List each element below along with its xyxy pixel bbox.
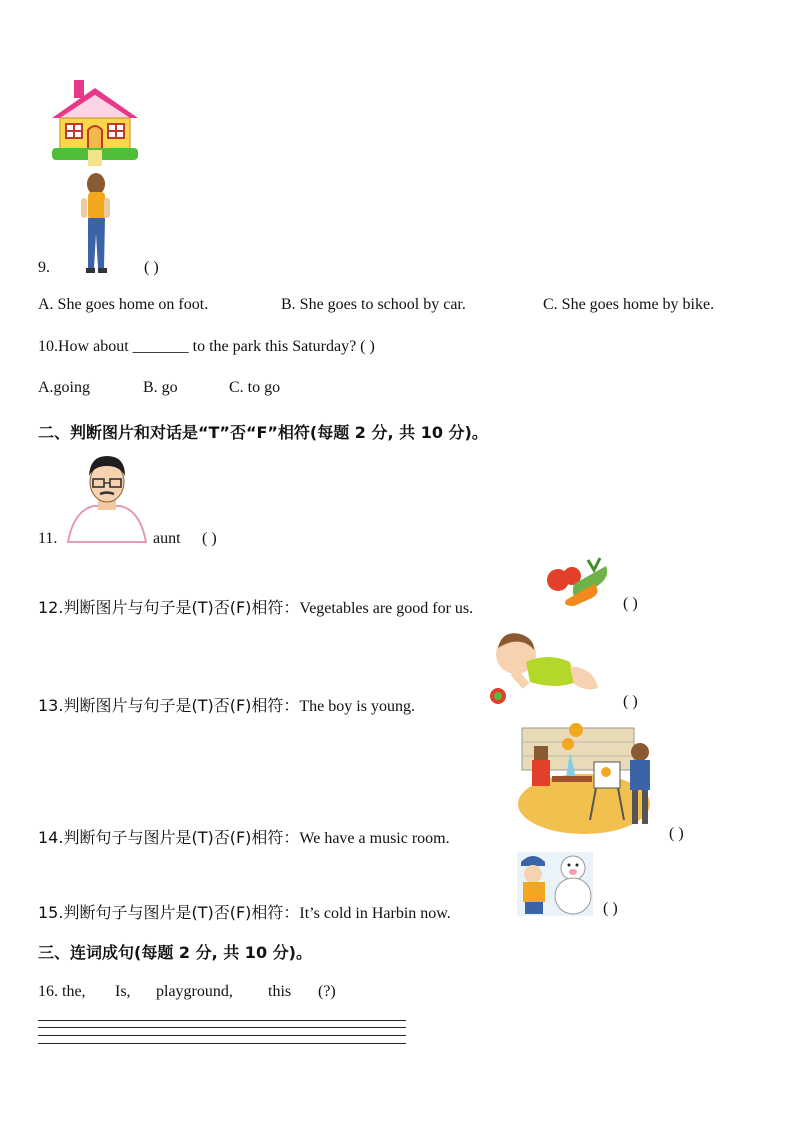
q13-sentence: The boy is young. bbox=[299, 698, 415, 715]
q13-answer-parentheses[interactable]: ( ) bbox=[623, 693, 638, 710]
q16-word-3: playground, bbox=[156, 983, 233, 1000]
q9-number: 9. bbox=[38, 259, 50, 276]
q15-prompt bbox=[38, 900, 451, 923]
q13-prefix: 13.判断图片与句子是(T)否(F)相符： bbox=[38, 696, 300, 715]
q10-option-a: A.going bbox=[38, 379, 90, 396]
answer-writing-line-1[interactable] bbox=[38, 1020, 406, 1021]
crawling-baby-illustration bbox=[486, 628, 606, 708]
q16-word-5: (?) bbox=[318, 983, 336, 1000]
answer-writing-line-4[interactable] bbox=[38, 1043, 406, 1044]
q9-option-b: B. She goes to school by car. bbox=[281, 296, 466, 313]
walking-girl-illustration bbox=[76, 172, 116, 274]
q10-option-c: C. to go bbox=[229, 379, 281, 396]
q16-word-2: Is, bbox=[115, 983, 131, 1000]
house-illustration bbox=[50, 78, 140, 166]
q15-prefix: 15.判断句子与图片是(T)否(F)相符： bbox=[38, 903, 300, 922]
q12-answer-parentheses[interactable]: ( ) bbox=[623, 595, 638, 612]
q14-prefix: 14.判断句子与图片是(T)否(F)相符： bbox=[38, 828, 300, 847]
q12-prompt bbox=[38, 595, 473, 618]
q16-word-4: this bbox=[268, 983, 292, 1000]
q11-number: 11. bbox=[38, 530, 58, 547]
q11-word: aunt bbox=[153, 530, 181, 547]
q14-prompt bbox=[38, 825, 450, 848]
q11-answer-parentheses[interactable]: ( ) bbox=[202, 530, 217, 547]
section-2-heading: 二、判断图片和对话是“T”否“F”相符(每题 2 分, 共 10 分)。 bbox=[38, 423, 488, 442]
q9-option-c: C. She goes home by bike. bbox=[543, 296, 715, 313]
q13-prompt bbox=[38, 693, 415, 716]
q15-answer-parentheses[interactable]: ( ) bbox=[603, 900, 618, 917]
q16-word-1: 16. the, bbox=[38, 983, 86, 1000]
man-with-glasses-illustration bbox=[64, 452, 150, 546]
q12-prefix: 12.判断图片与句子是(T)否(F)相符： bbox=[38, 598, 300, 617]
q9-option-a: A. She goes home on foot. bbox=[38, 296, 209, 313]
answer-writing-line-3[interactable] bbox=[38, 1035, 406, 1036]
section-3-heading: 三、连词成句(每题 2 分, 共 10 分)。 bbox=[38, 943, 312, 962]
q10-stem: 10.How about _______ to the park this Saturday? ( ) bbox=[38, 338, 375, 355]
q12-sentence: Vegetables are good for us. bbox=[299, 600, 474, 617]
snowman-boy-illustration bbox=[517, 852, 593, 916]
q9-answer-parentheses[interactable]: ( ) bbox=[144, 259, 159, 276]
q14-answer-parentheses[interactable]: ( ) bbox=[669, 825, 684, 842]
answer-writing-line-2[interactable] bbox=[38, 1027, 406, 1028]
q10-option-b: B. go bbox=[143, 379, 178, 396]
vegetables-illustration bbox=[544, 554, 612, 608]
q14-sentence: We have a music room. bbox=[299, 830, 450, 847]
q15-sentence: It’s cold in Harbin now. bbox=[299, 905, 451, 922]
art-class-illustration bbox=[516, 720, 660, 838]
